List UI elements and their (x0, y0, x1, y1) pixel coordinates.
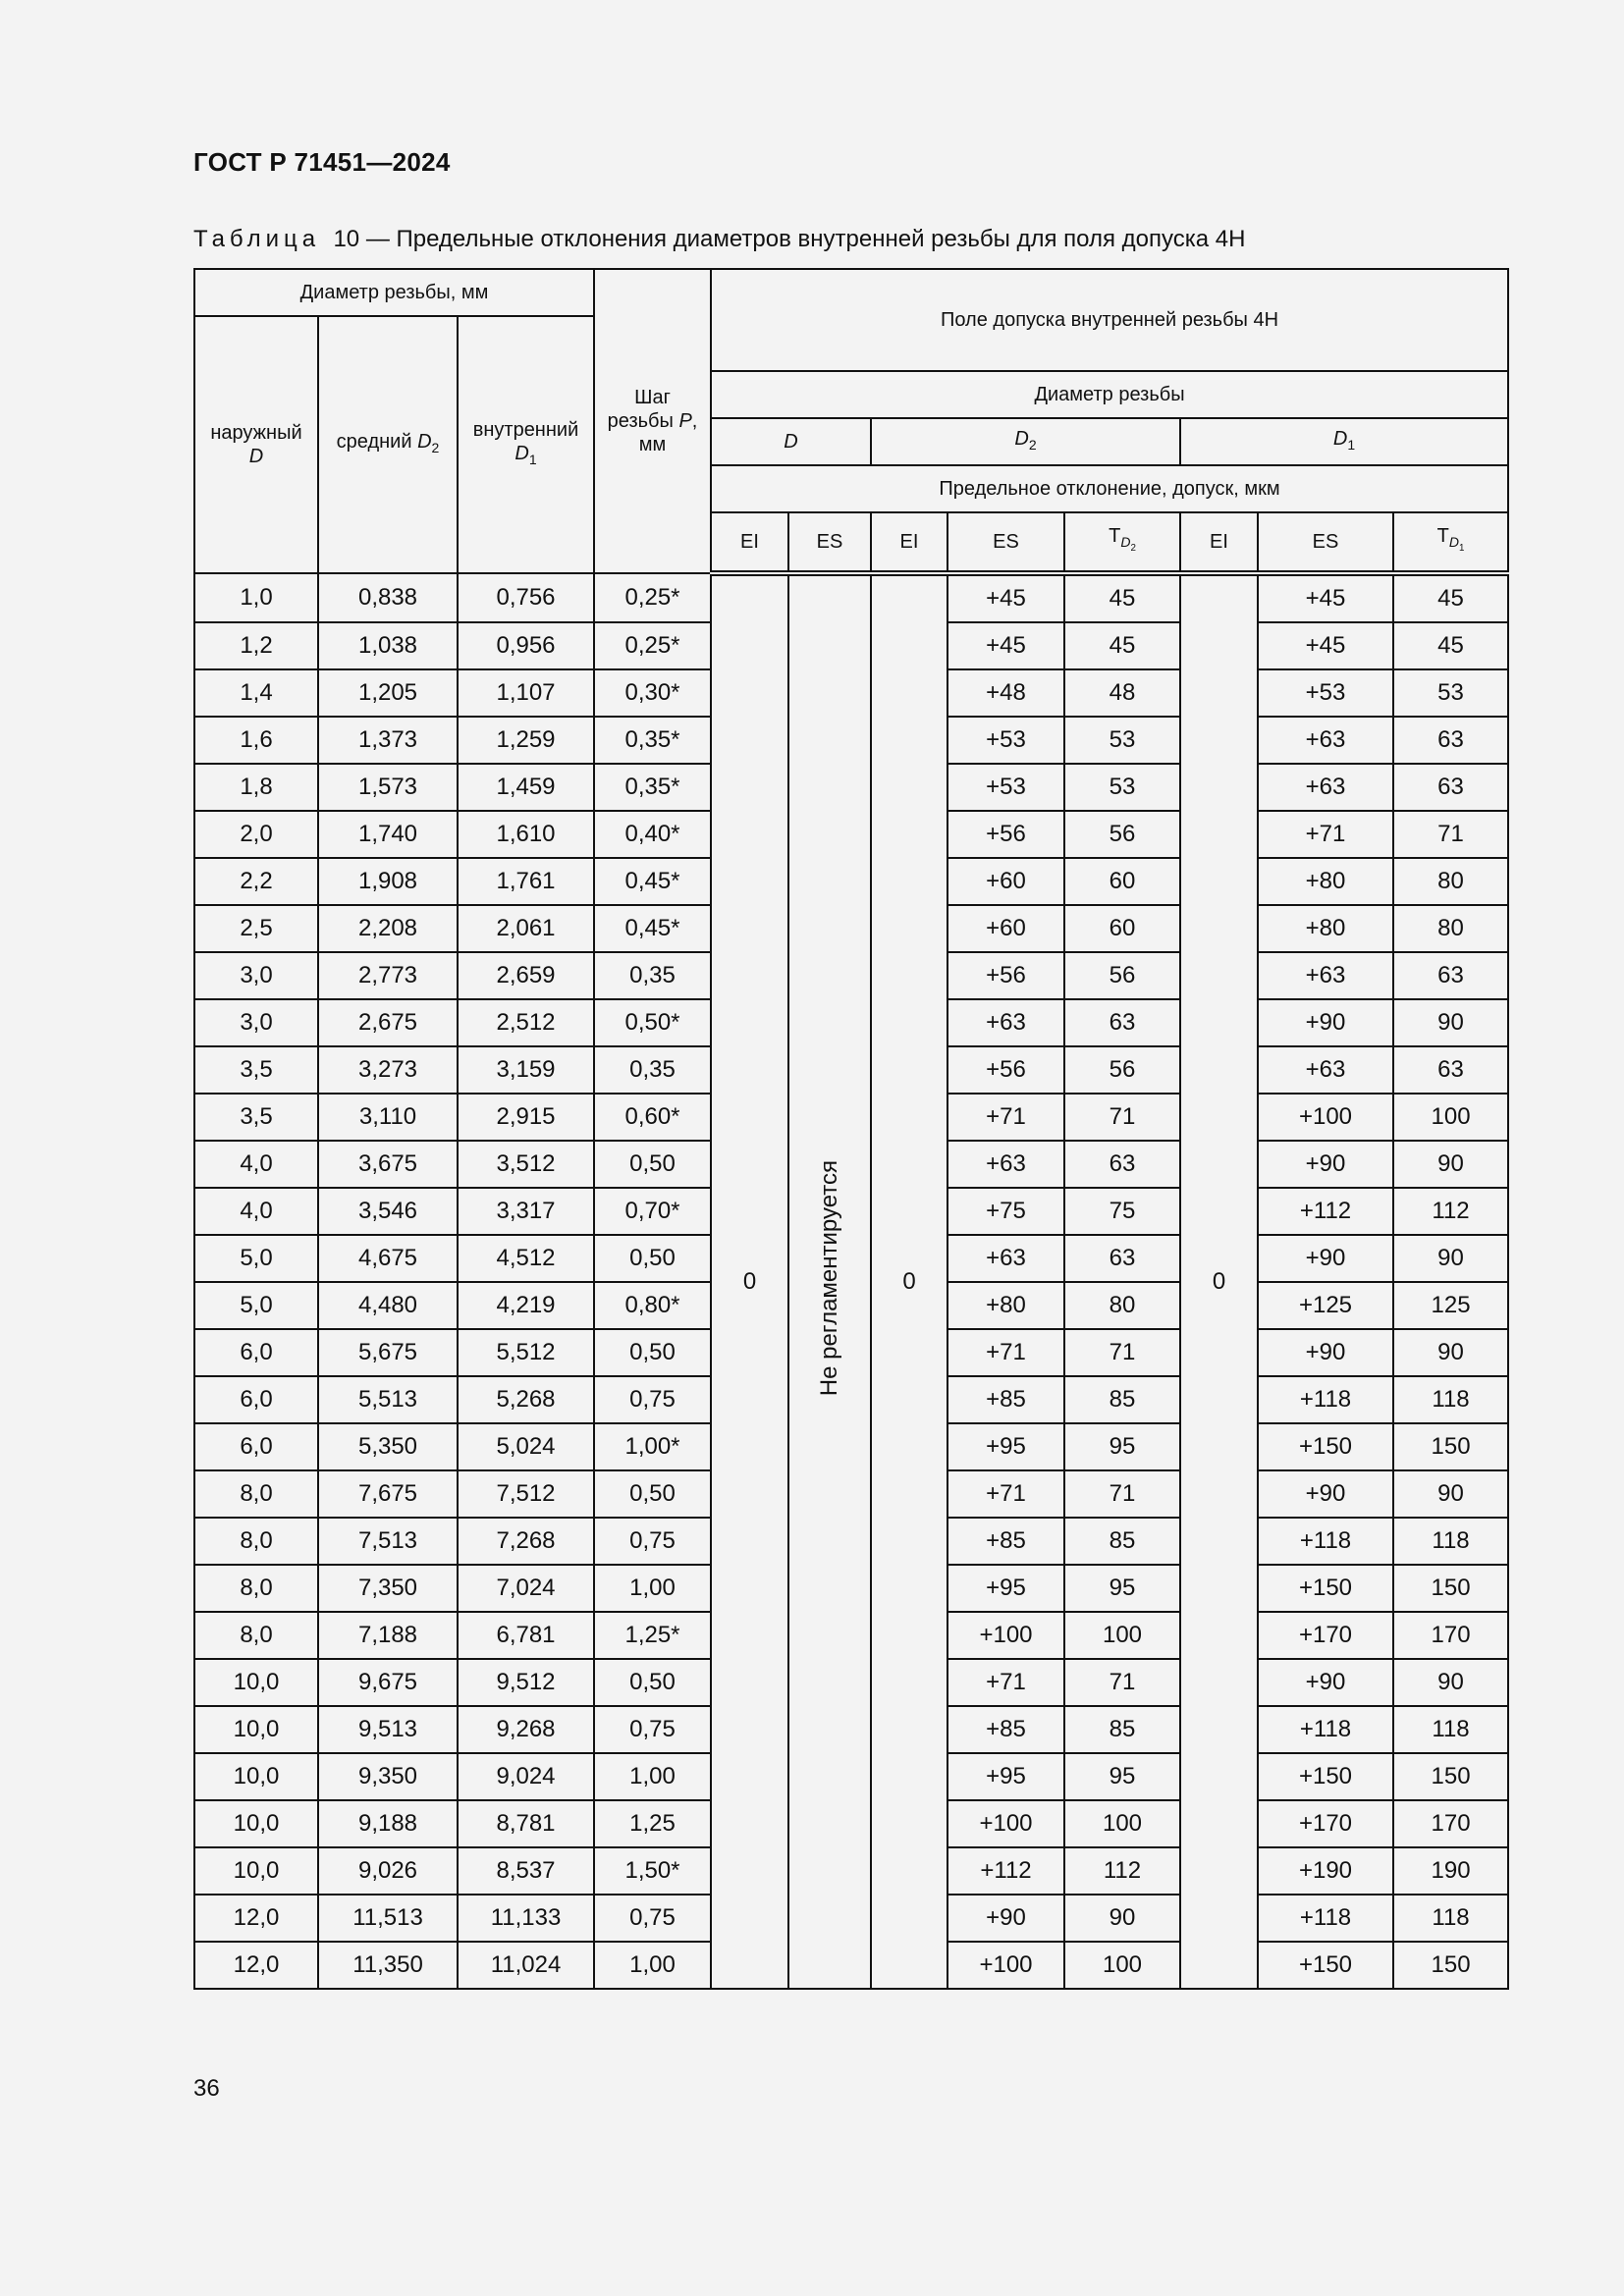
not-regulated-label: Не регламентируется (816, 1160, 842, 1397)
cell-es-d1: +90 (1258, 1141, 1393, 1188)
cell-t-d1: 63 (1393, 717, 1508, 764)
header-middle-label: средний (336, 431, 412, 453)
cell-middle-d2: 0,838 (318, 573, 458, 622)
cell-inner-d1: 5,512 (458, 1329, 594, 1376)
cell-outer-d: 3,5 (194, 1094, 318, 1141)
cell-t-d2: 100 (1064, 1612, 1180, 1659)
cell-pitch: 0,40* (594, 811, 711, 858)
cell-pitch: 0,50 (594, 1235, 711, 1282)
cell-es-d2: +112 (947, 1847, 1064, 1895)
cell-t-d2: 56 (1064, 952, 1180, 999)
cell-outer-d: 8,0 (194, 1518, 318, 1565)
cell-inner-d1: 8,537 (458, 1847, 594, 1895)
cell-outer-d: 6,0 (194, 1376, 318, 1423)
cell-inner-d1: 1,610 (458, 811, 594, 858)
cell-t-d1: 112 (1393, 1188, 1508, 1235)
cell-inner-d1: 3,512 (458, 1141, 594, 1188)
cell-inner-d1: 9,024 (458, 1753, 594, 1800)
cell-middle-d2: 5,675 (318, 1329, 458, 1376)
cell-t-d1: 45 (1393, 622, 1508, 669)
cell-es-d2: +95 (947, 1753, 1064, 1800)
cell-middle-d2: 7,188 (318, 1612, 458, 1659)
cell-es-d1: +90 (1258, 1659, 1393, 1706)
cell-pitch: 0,25* (594, 573, 711, 622)
cell-middle-d2: 3,675 (318, 1141, 458, 1188)
header-d1-es: ES (1258, 512, 1393, 573)
cell-es-d1: +53 (1258, 669, 1393, 717)
cell-outer-d: 8,0 (194, 1612, 318, 1659)
cell-inner-d1: 5,024 (458, 1423, 594, 1470)
cell-middle-d2: 1,908 (318, 858, 458, 905)
header-d2-symbol: D (1014, 428, 1029, 450)
cell-es-d1: +45 (1258, 622, 1393, 669)
cell-t-d2: 48 (1064, 669, 1180, 717)
header-outer (194, 316, 318, 573)
cell-inner-d1: 1,761 (458, 858, 594, 905)
cell-t-d2: 95 (1064, 1565, 1180, 1612)
cell-inner-d1: 1,459 (458, 764, 594, 811)
cell-pitch: 1,00 (594, 1942, 711, 1989)
cell-middle-d2: 7,350 (318, 1565, 458, 1612)
cell-t-d1: 53 (1393, 669, 1508, 717)
cell-pitch: 0,30* (594, 669, 711, 717)
cell-middle-d2: 1,373 (318, 717, 458, 764)
cell-outer-d: 4,0 (194, 1141, 318, 1188)
cell-es-d2: +63 (947, 1141, 1064, 1188)
cell-es-d2: +71 (947, 1659, 1064, 1706)
cell-outer-d: 12,0 (194, 1895, 318, 1942)
header-d2 (871, 418, 1180, 465)
header-d1-ei: EI (1180, 512, 1258, 573)
cell-t-d1: 150 (1393, 1942, 1508, 1989)
cell-t-d1: 63 (1393, 1046, 1508, 1094)
cell-middle-d2: 9,188 (318, 1800, 458, 1847)
cell-es-d1: +170 (1258, 1612, 1393, 1659)
header-d2-es: ES (947, 512, 1064, 573)
cell-es-d1: +63 (1258, 1046, 1393, 1094)
header-tolerance-field: Поле допуска внутренней резьбы 4Н (711, 269, 1508, 371)
cell-es-d1: +112 (1258, 1188, 1393, 1235)
cell-pitch: 0,50 (594, 1141, 711, 1188)
header-diameter-group: Диаметр резьбы, мм (194, 269, 594, 316)
header-inner (458, 316, 594, 573)
cell-es-d2: +48 (947, 669, 1064, 717)
cell-outer-d: 2,5 (194, 905, 318, 952)
cell-es-d1: +45 (1258, 573, 1393, 622)
cell-outer-d: 12,0 (194, 1942, 318, 1989)
cell-es-d2: +75 (947, 1188, 1064, 1235)
cell-inner-d1: 6,781 (458, 1612, 594, 1659)
cell-es-d1: +150 (1258, 1753, 1393, 1800)
cell-t-d2: 56 (1064, 1046, 1180, 1094)
cell-pitch: 0,45* (594, 858, 711, 905)
cell-outer-d: 6,0 (194, 1423, 318, 1470)
cell-d-es-merged (788, 573, 871, 1989)
cell-t-d2: 71 (1064, 1659, 1180, 1706)
cell-t-d2: 85 (1064, 1376, 1180, 1423)
cell-t-d2: 90 (1064, 1895, 1180, 1942)
cell-outer-d: 1,0 (194, 573, 318, 622)
cell-pitch: 0,75 (594, 1376, 711, 1423)
header-t-d1 (1393, 512, 1508, 573)
cell-t-d1: 90 (1393, 1329, 1508, 1376)
cell-t-d1: 150 (1393, 1753, 1508, 1800)
cell-pitch: 1,00 (594, 1753, 711, 1800)
cell-t-d1: 170 (1393, 1612, 1508, 1659)
cell-middle-d2: 7,513 (318, 1518, 458, 1565)
header-middle-symbol: D (417, 431, 432, 453)
cell-outer-d: 8,0 (194, 1565, 318, 1612)
header-d-symbol: D (784, 431, 798, 453)
cell-es-d2: +90 (947, 1895, 1064, 1942)
cell-es-d2: +95 (947, 1423, 1064, 1470)
cell-es-d1: +90 (1258, 999, 1393, 1046)
cell-t-d2: 60 (1064, 905, 1180, 952)
cell-es-d2: +56 (947, 811, 1064, 858)
cell-t-d2: 45 (1064, 573, 1180, 622)
cell-t-d1: 90 (1393, 1235, 1508, 1282)
cell-middle-d2: 9,350 (318, 1753, 458, 1800)
cell-pitch: 0,80* (594, 1282, 711, 1329)
cell-t-d2: 100 (1064, 1800, 1180, 1847)
cell-es-d1: +190 (1258, 1847, 1393, 1895)
cell-pitch: 1,25 (594, 1800, 711, 1847)
cell-es-d1: +118 (1258, 1518, 1393, 1565)
cell-inner-d1: 1,259 (458, 717, 594, 764)
cell-outer-d: 1,4 (194, 669, 318, 717)
cell-es-d2: +53 (947, 764, 1064, 811)
cell-es-d2: +100 (947, 1612, 1064, 1659)
header-middle-sub: 2 (431, 440, 440, 455)
cell-outer-d: 1,8 (194, 764, 318, 811)
cell-outer-d: 10,0 (194, 1659, 318, 1706)
cell-pitch: 0,35 (594, 952, 711, 999)
cell-es-d1: +100 (1258, 1094, 1393, 1141)
header-pitch-symbol: P (678, 410, 692, 432)
cell-inner-d1: 2,061 (458, 905, 594, 952)
cell-t-d1: 150 (1393, 1423, 1508, 1470)
cell-inner-d1: 2,512 (458, 999, 594, 1046)
cell-inner-d1: 1,107 (458, 669, 594, 717)
cell-es-d1: +150 (1258, 1423, 1393, 1470)
cell-t-d2: 95 (1064, 1753, 1180, 1800)
header-t-d1-letter: T (1436, 524, 1449, 547)
cell-t-d1: 80 (1393, 905, 1508, 952)
table-body (194, 573, 1508, 1989)
cell-pitch: 0,75 (594, 1706, 711, 1753)
cell-inner-d1: 9,512 (458, 1659, 594, 1706)
cell-t-d2: 71 (1064, 1094, 1180, 1141)
cell-es-d1: +63 (1258, 952, 1393, 999)
cell-d-ei-merged: 0 (711, 573, 788, 1989)
cell-es-d2: +100 (947, 1800, 1064, 1847)
cell-outer-d: 8,0 (194, 1470, 318, 1518)
cell-middle-d2: 4,480 (318, 1282, 458, 1329)
cell-es-d1: +150 (1258, 1942, 1393, 1989)
cell-t-d2: 53 (1064, 717, 1180, 764)
cell-middle-d2: 1,573 (318, 764, 458, 811)
cell-inner-d1: 2,659 (458, 952, 594, 999)
header-pitch-line2: резьбы (607, 410, 674, 432)
cell-middle-d2: 1,205 (318, 669, 458, 717)
cell-pitch: 0,75 (594, 1518, 711, 1565)
cell-t-d1: 80 (1393, 858, 1508, 905)
cell-inner-d1: 3,317 (458, 1188, 594, 1235)
cell-es-d1: +118 (1258, 1895, 1393, 1942)
cell-outer-d: 10,0 (194, 1706, 318, 1753)
header-outer-label: наружный (210, 422, 302, 444)
cell-pitch: 1,00* (594, 1423, 711, 1470)
cell-t-d2: 75 (1064, 1188, 1180, 1235)
cell-outer-d: 3,5 (194, 1046, 318, 1094)
header-deviation: Предельное отклонение, допуск, мкм (711, 465, 1508, 512)
cell-t-d2: 63 (1064, 1235, 1180, 1282)
cell-pitch: 0,60* (594, 1094, 711, 1141)
cell-middle-d2: 9,675 (318, 1659, 458, 1706)
cell-t-d2: 95 (1064, 1423, 1180, 1470)
cell-t-d1: 90 (1393, 999, 1508, 1046)
cell-t-d1: 118 (1393, 1376, 1508, 1423)
cell-outer-d: 5,0 (194, 1282, 318, 1329)
table-row (194, 573, 1508, 622)
cell-es-d1: +80 (1258, 905, 1393, 952)
cell-pitch: 0,50 (594, 1659, 711, 1706)
header-t-d2-sub-d: D (1120, 533, 1131, 550)
cell-inner-d1: 4,219 (458, 1282, 594, 1329)
cell-middle-d2: 7,675 (318, 1470, 458, 1518)
cell-middle-d2: 3,546 (318, 1188, 458, 1235)
cell-pitch: 0,50* (594, 999, 711, 1046)
cell-es-d1: +118 (1258, 1376, 1393, 1423)
document-header: ГОСТ Р 71451—2024 (193, 147, 451, 177)
cell-es-d2: +80 (947, 1282, 1064, 1329)
cell-outer-d: 4,0 (194, 1188, 318, 1235)
cell-outer-d: 10,0 (194, 1800, 318, 1847)
cell-es-d2: +45 (947, 622, 1064, 669)
cell-pitch: 0,45* (594, 905, 711, 952)
page-number: 36 (193, 2075, 220, 2102)
cell-t-d2: 63 (1064, 999, 1180, 1046)
cell-t-d2: 80 (1064, 1282, 1180, 1329)
header-d1 (1180, 418, 1508, 465)
header-t-d1-sub-d: D (1448, 533, 1459, 550)
cell-middle-d2: 1,740 (318, 811, 458, 858)
cell-inner-d1: 7,268 (458, 1518, 594, 1565)
cell-es-d1: +118 (1258, 1706, 1393, 1753)
cell-t-d1: 90 (1393, 1141, 1508, 1188)
cell-outer-d: 10,0 (194, 1753, 318, 1800)
cell-t-d1: 118 (1393, 1895, 1508, 1942)
header-d-es: ES (788, 512, 871, 573)
cell-t-d2: 112 (1064, 1847, 1180, 1895)
cell-t-d2: 56 (1064, 811, 1180, 858)
header-t-d1-sub-n: 1 (1458, 542, 1465, 554)
cell-inner-d1: 2,915 (458, 1094, 594, 1141)
cell-t-d1: 71 (1393, 811, 1508, 858)
cell-es-d1: +90 (1258, 1329, 1393, 1376)
cell-middle-d2: 3,110 (318, 1094, 458, 1141)
header-d2-sub: 2 (1028, 437, 1037, 453)
cell-inner-d1: 5,268 (458, 1376, 594, 1423)
cell-middle-d2: 4,675 (318, 1235, 458, 1282)
header-outer-symbol: D (248, 446, 264, 467)
header-d (711, 418, 871, 465)
cell-middle-d2: 2,773 (318, 952, 458, 999)
cell-es-d2: +45 (947, 573, 1064, 622)
cell-outer-d: 1,6 (194, 717, 318, 764)
cell-pitch: 0,35* (594, 764, 711, 811)
cell-pitch: 0,50 (594, 1329, 711, 1376)
cell-t-d1: 63 (1393, 952, 1508, 999)
cell-es-d2: +85 (947, 1518, 1064, 1565)
cell-inner-d1: 11,133 (458, 1895, 594, 1942)
cell-inner-d1: 7,512 (458, 1470, 594, 1518)
header-thread-diameter: Диаметр резьбы (711, 371, 1508, 418)
cell-t-d2: 53 (1064, 764, 1180, 811)
cell-t-d1: 150 (1393, 1565, 1508, 1612)
header-inner-symbol: D (514, 443, 529, 464)
cell-es-d2: +56 (947, 952, 1064, 999)
cell-es-d1: +71 (1258, 811, 1393, 858)
cell-inner-d1: 9,268 (458, 1706, 594, 1753)
header-d1-sub: 1 (1347, 437, 1356, 453)
cell-t-d2: 63 (1064, 1141, 1180, 1188)
cell-outer-d: 6,0 (194, 1329, 318, 1376)
tolerance-table (193, 268, 1509, 1990)
cell-es-d2: +71 (947, 1094, 1064, 1141)
cell-es-d2: +100 (947, 1942, 1064, 1989)
cell-outer-d: 3,0 (194, 952, 318, 999)
cell-es-d2: +95 (947, 1565, 1064, 1612)
cell-d1-ei-merged: 0 (1180, 573, 1258, 1989)
cell-pitch: 0,25* (594, 622, 711, 669)
cell-middle-d2: 11,350 (318, 1942, 458, 1989)
cell-es-d1: +150 (1258, 1565, 1393, 1612)
header-t-d2-sub-n: 2 (1130, 542, 1136, 554)
cell-middle-d2: 2,675 (318, 999, 458, 1046)
cell-es-d2: +71 (947, 1470, 1064, 1518)
cell-outer-d: 2,0 (194, 811, 318, 858)
cell-middle-d2: 11,513 (318, 1895, 458, 1942)
cell-middle-d2: 5,513 (318, 1376, 458, 1423)
header-pitch-line1: Шаг (634, 387, 671, 408)
cell-inner-d1: 3,159 (458, 1046, 594, 1094)
cell-middle-d2: 1,038 (318, 622, 458, 669)
caption-text: 10 — Предельные отклонения диаметров внутренней резьбы для поля допуска 4Н (333, 226, 1246, 252)
cell-t-d2: 71 (1064, 1470, 1180, 1518)
header-inner-sub: 1 (528, 452, 537, 467)
caption-prefix: Таблица (193, 226, 321, 252)
cell-pitch: 1,00 (594, 1565, 711, 1612)
cell-middle-d2: 9,513 (318, 1706, 458, 1753)
cell-inner-d1: 7,024 (458, 1565, 594, 1612)
cell-t-d1: 170 (1393, 1800, 1508, 1847)
cell-es-d1: +63 (1258, 764, 1393, 811)
cell-inner-d1: 0,756 (458, 573, 594, 622)
cell-t-d1: 118 (1393, 1706, 1508, 1753)
cell-t-d2: 85 (1064, 1706, 1180, 1753)
header-d1-symbol: D (1332, 428, 1348, 450)
header-pitch-unit: мм (638, 434, 667, 455)
cell-es-d2: +60 (947, 858, 1064, 905)
cell-pitch: 0,70* (594, 1188, 711, 1235)
cell-pitch: 0,35* (594, 717, 711, 764)
cell-es-d1: +63 (1258, 717, 1393, 764)
cell-t-d2: 60 (1064, 858, 1180, 905)
cell-t-d1: 125 (1393, 1282, 1508, 1329)
cell-middle-d2: 5,350 (318, 1423, 458, 1470)
cell-es-d1: +90 (1258, 1235, 1393, 1282)
cell-outer-d: 3,0 (194, 999, 318, 1046)
cell-t-d2: 85 (1064, 1518, 1180, 1565)
cell-outer-d: 2,2 (194, 858, 318, 905)
cell-t-d1: 190 (1393, 1847, 1508, 1895)
cell-inner-d1: 0,956 (458, 622, 594, 669)
cell-middle-d2: 9,026 (318, 1847, 458, 1895)
cell-es-d2: +53 (947, 717, 1064, 764)
cell-pitch: 0,75 (594, 1895, 711, 1942)
cell-inner-d1: 11,024 (458, 1942, 594, 1989)
cell-t-d1: 100 (1393, 1094, 1508, 1141)
cell-es-d2: +56 (947, 1046, 1064, 1094)
cell-t-d1: 90 (1393, 1470, 1508, 1518)
header-pitch-comma: , (691, 410, 698, 432)
cell-es-d1: +80 (1258, 858, 1393, 905)
table-caption (193, 226, 1245, 253)
cell-middle-d2: 2,208 (318, 905, 458, 952)
header-d-ei: EI (711, 512, 788, 573)
cell-t-d1: 45 (1393, 573, 1508, 622)
cell-pitch: 1,25* (594, 1612, 711, 1659)
cell-es-d2: +63 (947, 1235, 1064, 1282)
cell-es-d1: +170 (1258, 1800, 1393, 1847)
cell-es-d2: +85 (947, 1706, 1064, 1753)
cell-t-d1: 118 (1393, 1518, 1508, 1565)
cell-pitch: 1,50* (594, 1847, 711, 1895)
table-head (194, 269, 1508, 573)
cell-t-d1: 63 (1393, 764, 1508, 811)
header-d2-ei: EI (871, 512, 947, 573)
cell-outer-d: 10,0 (194, 1847, 318, 1895)
cell-es-d2: +85 (947, 1376, 1064, 1423)
header-inner-label: внутренний (472, 419, 579, 441)
cell-middle-d2: 3,273 (318, 1046, 458, 1094)
cell-pitch: 0,35 (594, 1046, 711, 1094)
cell-t-d1: 90 (1393, 1659, 1508, 1706)
header-t-d2-letter: T (1109, 524, 1121, 547)
cell-es-d2: +63 (947, 999, 1064, 1046)
cell-es-d1: +90 (1258, 1470, 1393, 1518)
cell-inner-d1: 4,512 (458, 1235, 594, 1282)
cell-outer-d: 1,2 (194, 622, 318, 669)
cell-es-d2: +71 (947, 1329, 1064, 1376)
cell-es-d2: +60 (947, 905, 1064, 952)
header-middle (318, 316, 458, 573)
cell-inner-d1: 8,781 (458, 1800, 594, 1847)
cell-es-d1: +125 (1258, 1282, 1393, 1329)
cell-d2-ei-merged: 0 (871, 573, 947, 1989)
header-t-d2 (1064, 512, 1180, 573)
cell-t-d2: 45 (1064, 622, 1180, 669)
cell-outer-d: 5,0 (194, 1235, 318, 1282)
cell-t-d2: 71 (1064, 1329, 1180, 1376)
header-pitch (594, 269, 711, 573)
cell-pitch: 0,50 (594, 1470, 711, 1518)
cell-t-d2: 100 (1064, 1942, 1180, 1989)
